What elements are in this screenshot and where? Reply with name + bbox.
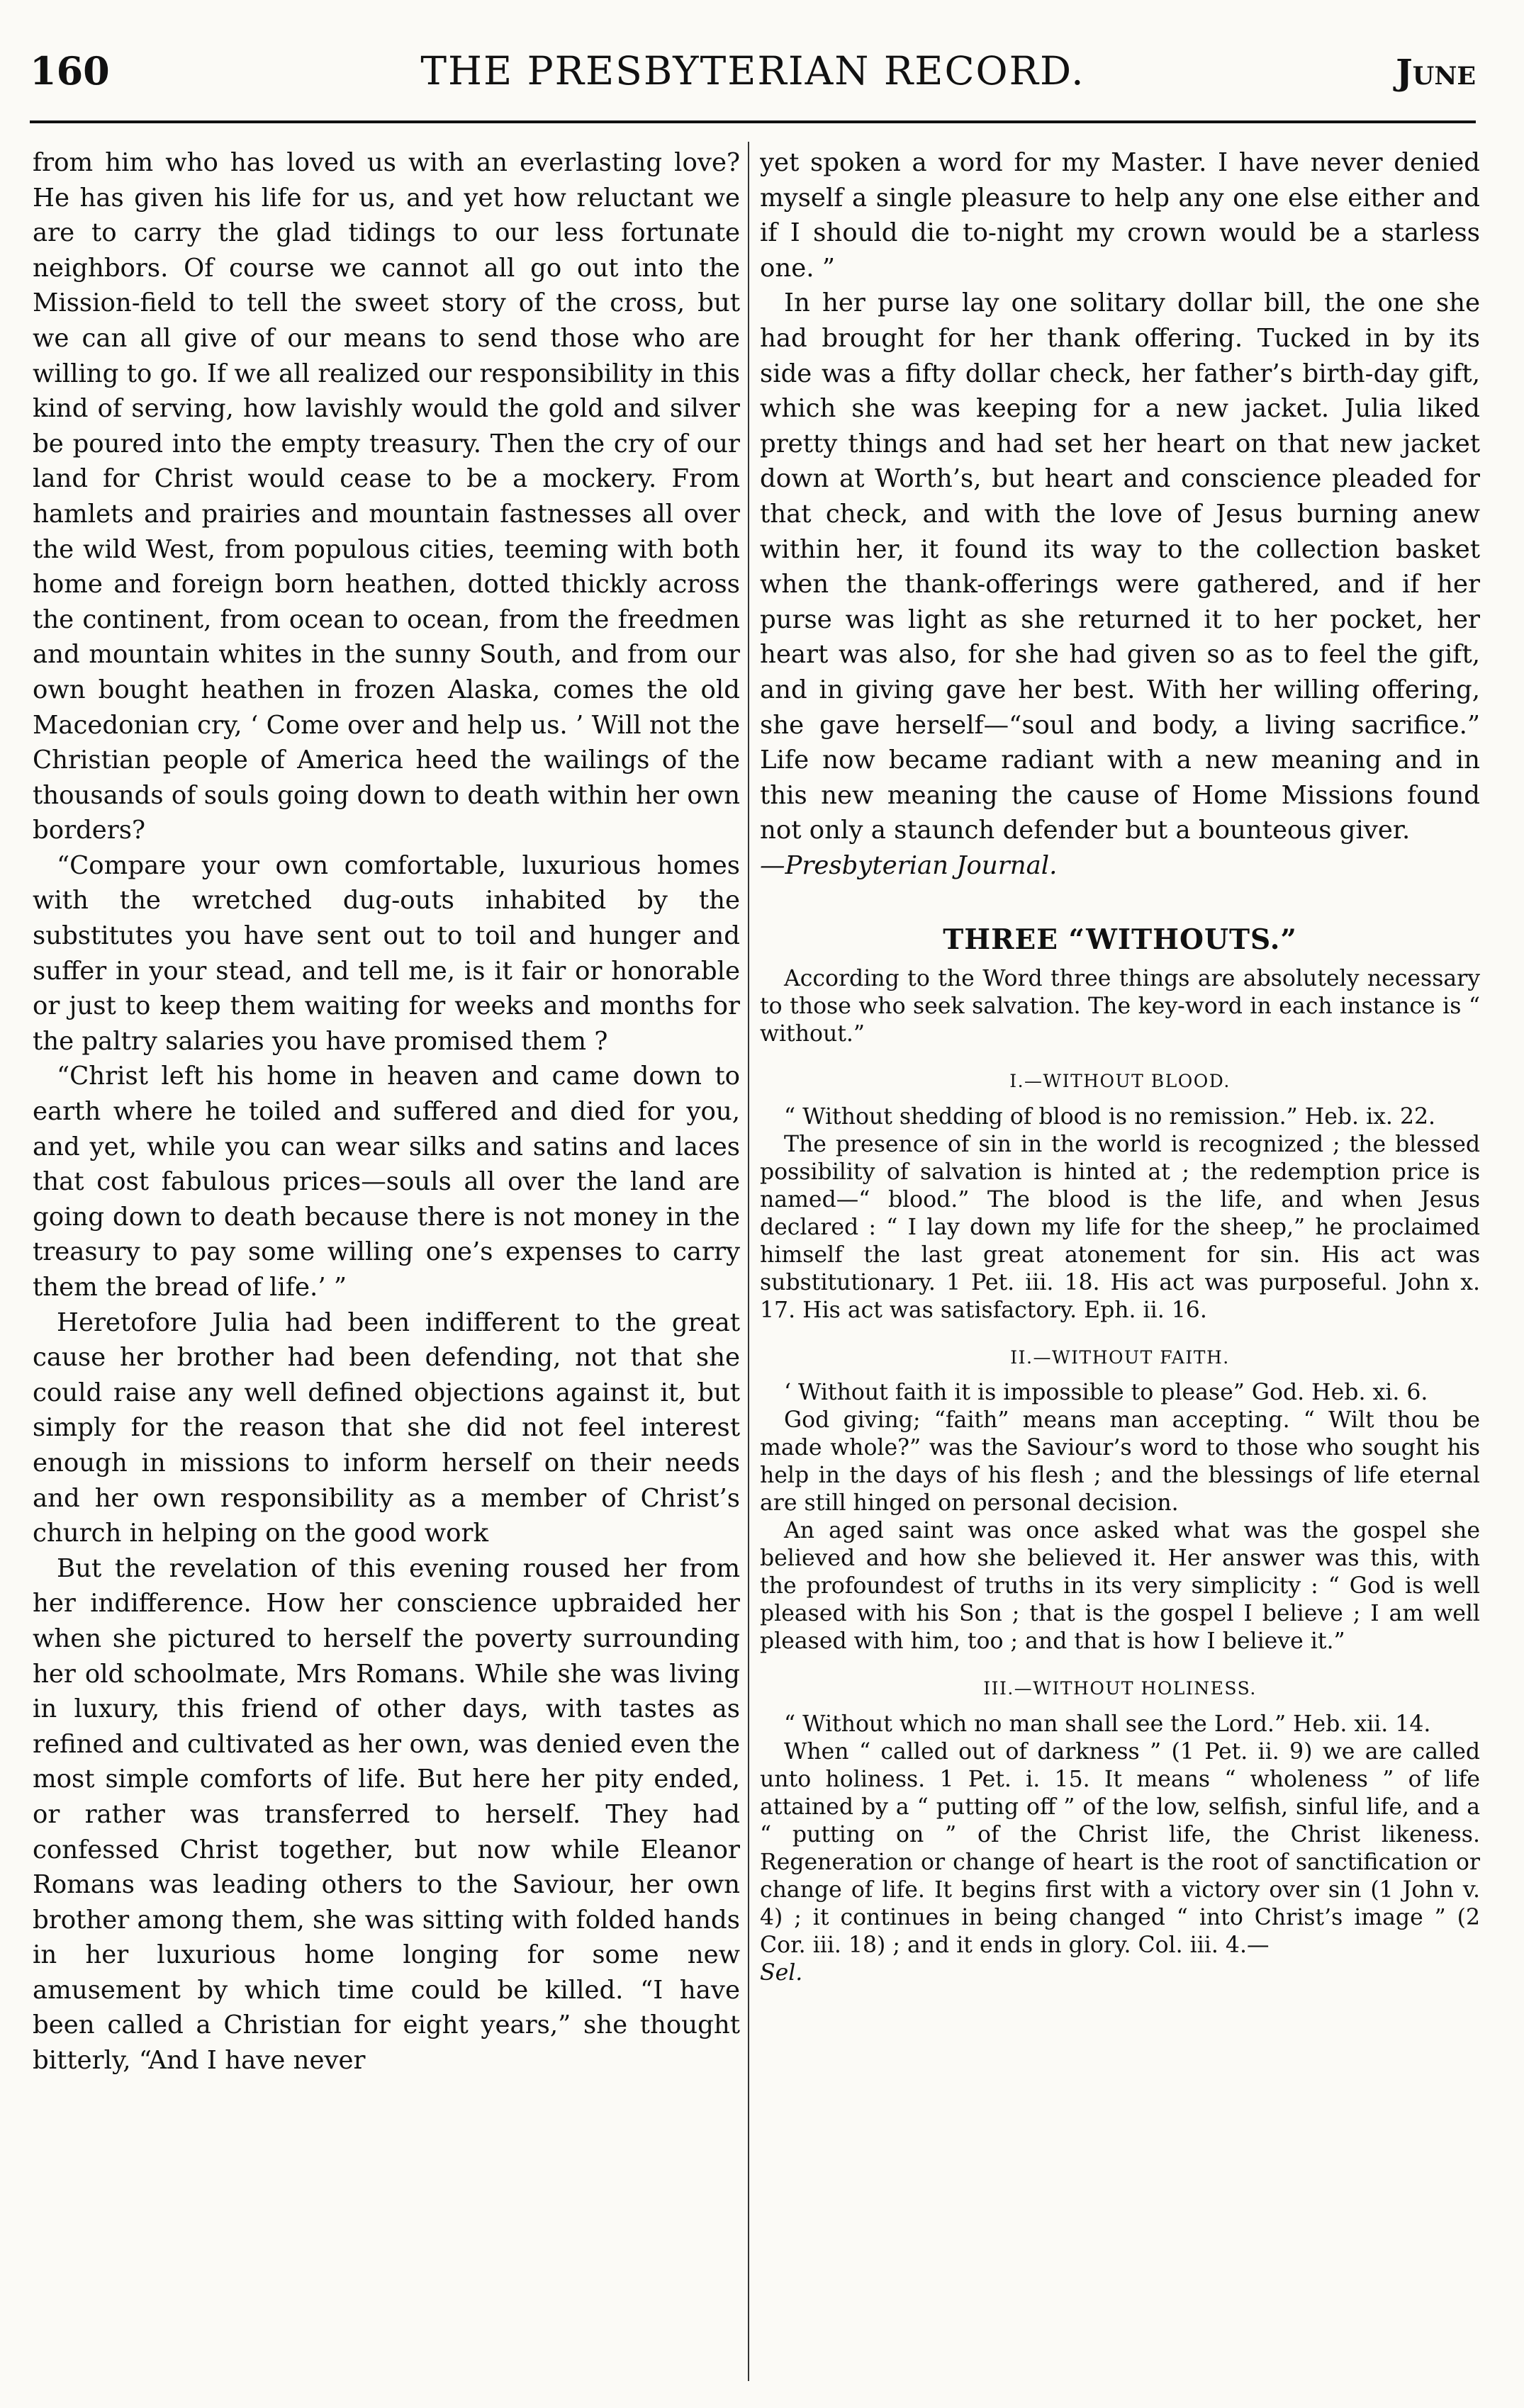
section-heading: I.—WITHOUT BLOOD.	[1009, 1071, 1231, 1092]
left-paragraph: from him who has loved us with an everlasting love? He has given his life for us, and yet how reluctant we are to carry the glad tidings to our less fortunate neighbors. Of course we cannot all go out into the Mission-field to tell the sweet story of the cross, but we can all give of our means to send those who are willing to go. If we all realized our responsibility in this kind of serving, how lavishly would the gold and silver be poured into the empty treasury. Then the cry of our land for Christ would cease to be a mockery. From hamlets and prairies and mountain fastnesses all over the wild West, from populous cities, teeming with both home and foreign born heathen, dotted thickly across the continent, from ocean to ocean, from the freedmen and mountain whites in the sunny South, and from our own bought heathen in frozen Alaska, comes the old Macedonian cry, ‘ Come over and help us. ’ Will not the Christian people of America heed the wailings of the thousands of souls going down to death within her own borders?	[33, 148, 740, 845]
left-paragraph: “Compare your own comfortable, luxurious homes with the wretched dug-outs inhabited by the substitutes you have sent out to toil and hunger and suffer in your stead, and tell me, is it fair or honorable or just to keep them waiting for weeks and months for the paltry salaries you have promised them ?	[33, 850, 740, 1056]
section-heading: III.—WITHOUT HOLINESS.	[983, 1678, 1257, 1699]
article-title: THREE “WITHOUTS.”	[943, 923, 1297, 957]
article-intro: According to the Word three things are absolutely necessary to those who seek salvation. The key-word in each instance is “ without.”	[760, 966, 1480, 1047]
header-rule	[30, 120, 1476, 123]
page-header	[30, 48, 1476, 103]
article-source: Sel.	[760, 1959, 803, 1986]
section-paragraph: “ Without shedding of blood is no remission.” Heb. ix. 22.	[784, 1103, 1436, 1130]
section-paragraph: An aged saint was once asked what was the gospel she believed and how she believed it. Her answer was this, with the profoundest of truths in its very simplicity : “ God is well pleased with his Son ; that is the gospel I believe ; I am well pleased with him, too ; and that is how I believe it.”	[760, 1518, 1480, 1655]
left-column	[33, 145, 740, 2392]
section-paragraph: When “ called out of darkness ” (1 Pet. ii. 9) we are called unto holiness. 1 Pet. i. 15. It means “ wholeness ” of life attained by a “ putting off ” of the low, selfish, sinful life, and a “ putting on ” of the Christ life, the Christ likeness. Regeneration or change of heart is the root of sanctification or change of life. It begins first with a victory over sin (1 John v. 4) ; it continues in being changed “ into Christ’s image ” (2 Cor. iii. 18) ; and it ends in glory. Col. iii. 4.—	[760, 1738, 1480, 1958]
story-source: —Presbyterian Journal.	[760, 850, 1058, 880]
issue-month: June	[1396, 51, 1476, 93]
left-paragraph: “Christ left his home in heaven and came down to earth where he toiled and suffered and died for you, and yet, while you can wear silks and satins and laces that cost fabulous prices—souls all over the land are going down to death because there is not money in the treasury to pay some willing one’s expenses to carry them the bread of life.’ ”	[33, 1062, 740, 1302]
page-number: 160	[30, 48, 110, 94]
section-paragraph: God giving; “faith” means man accepting. “ Wilt thou be made whole?” was the Saviour’s word to those who sought his help in the days of his flesh ; and the blessings of life eternal are still hinged on personal decision.	[760, 1407, 1480, 1517]
section-paragraph: ‘ Without faith it is impossible to please” God. Heb. xi. 6.	[784, 1380, 1428, 1406]
section-paragraph: The presence of sin in the world is recognized ; the blessed possibility of salvation is hinted at ; the redemption price is named—“ blood.” The blood is the life, and when Jesus declared : “ I lay down my life for the sheep,” he proclaimed himself the last great atonement for sin. His act was substitutionary. 1 Pet. iii. 18. His act was purposeful. John x. 17. His act was satisfactory. Eph. ii. 16.	[760, 1131, 1480, 1323]
section-paragraph: “ Without which no man shall see the Lord.” Heb. xii. 14.	[784, 1711, 1431, 1737]
story-paragraph: yet spoken a word for my Master. I have never denied myself a single pleasure to help any one else either and if I should die to-night my crown would be a starless one. ”	[760, 148, 1480, 283]
section-heading: II.—WITHOUT FAITH.	[1010, 1346, 1230, 1368]
story-paragraph: In her purse lay one solitary dollar bill, the one she had brought for her thank offering. Tucked in by its side was a fifty dollar check, her father’s birth-day gift, which she was keeping for a new jacket. Julia liked pretty things and had set her heart on that new jacket down at Worth’s, but heart and conscience pleaded for that check, and with the love of Jesus burning anew within her, it found its way to the collection basket when the thank-offerings were gathered, and if her purse was light as she returned it to her pocket, her heart was also, for she had given so as to feel the gift, and in giving gave her best. With her willing offering, she gave herself—“soul and body, a living sacrifice.” Life now became radiant with a new meaning and in this new meaning the cause of Home Missions found not only a staunch defender but a bounteous giver.	[760, 288, 1480, 845]
left-paragraph: Heretofore Julia had been indifferent to the great cause her brother had been defending, not that she could raise any well defined objections against it, but simply for the reason that she did not feel interest enough in missions to inform herself on their needs and her own responsibility as a member of Christ’s church in helping on the good work	[33, 1307, 740, 1548]
right-column	[760, 145, 1480, 2392]
left-paragraph: But the revelation of this evening roused her from her indifference. How her conscience upbraided her when she pictured to herself the poverty surrounding her old schoolmate, Mrs Romans. While she was living in luxury, this friend of other days, with tastes as refined and cultivated as her own, was denied even the most simple comforts of life. But here her pity ended, or rather was transferred to herself. They had confessed Christ together, but now while Eleanor Romans was leading others to the Saviour, her own brother among them, she was sitting with folded hands in her luxurious home longing for some new amusement by which time could be killed. “I have been called a Christian for eight years,” she thought bitterly, “And I have never	[33, 1553, 740, 2076]
journal-title: THE PRESBYTERIAN RECORD.	[420, 48, 1085, 94]
column-divider	[748, 142, 749, 2381]
